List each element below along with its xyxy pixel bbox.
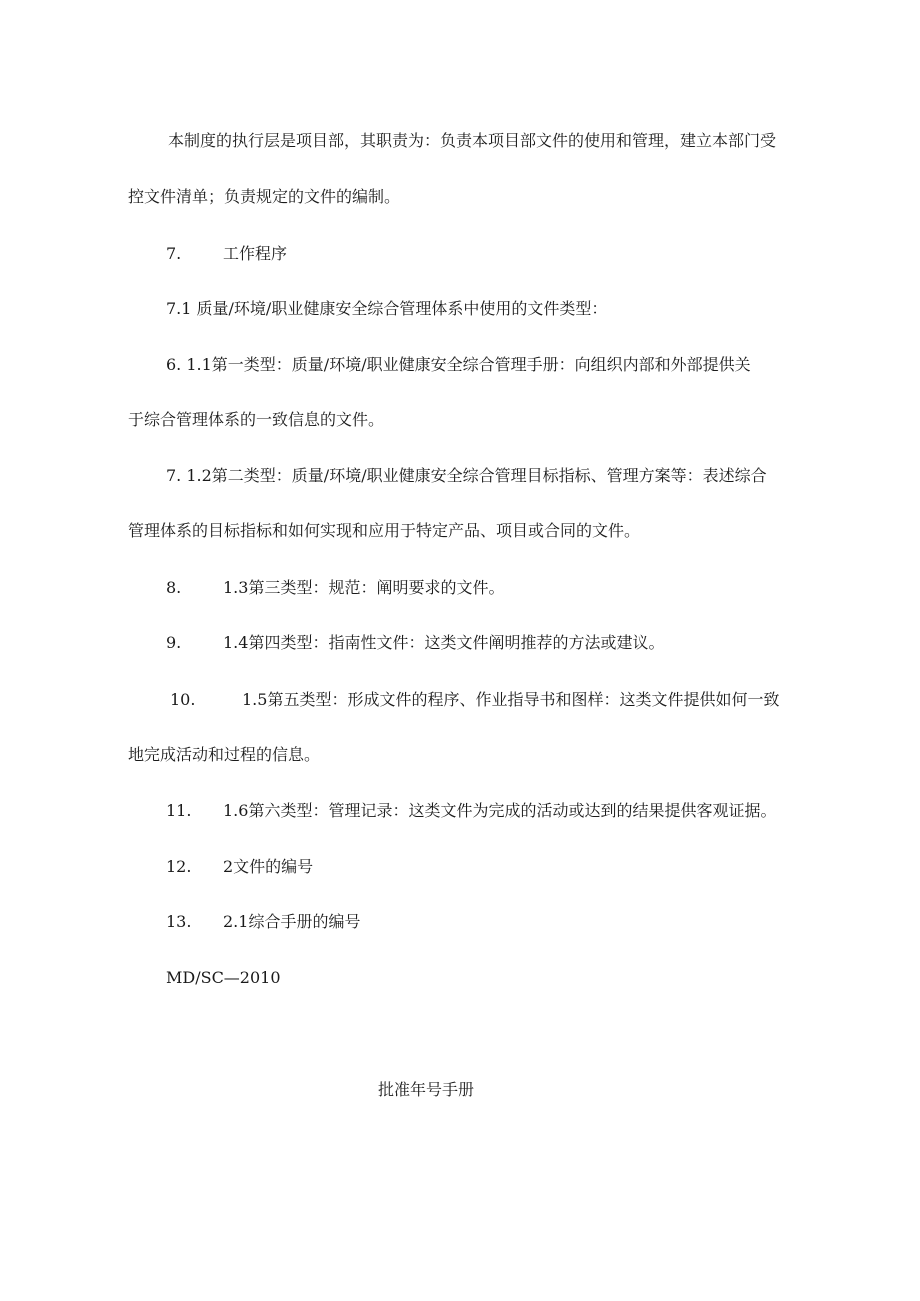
item-11-number: 11. [166, 801, 192, 820]
item-8-text: 1.3第三类型：规范：阐明要求的文件。 [223, 578, 505, 597]
manual-caption: 批准年号手册 [378, 1080, 475, 1099]
item-8-number: 8. [166, 578, 182, 597]
item-13-text: 2.1综合手册的编号 [223, 912, 361, 931]
paragraph-responsibility-line1: 本制度的执行层是项目部，其职责为：负责本项目部文件的使用和管理，建立本部门受 [168, 131, 777, 150]
item-type1-line2: 于综合管理体系的一致信息的文件。 [128, 410, 385, 429]
item-11-text: 1.6第六类型：管理记录：这类文件为完成的活动或达到的结果提供客观证据。 [223, 801, 777, 820]
item-12-number: 12. [166, 857, 192, 876]
item-9 [166, 632, 665, 654]
section-7-heading [166, 243, 288, 265]
section-7-1: 7.1 质量/环境/职业健康安全综合管理体系中使用的文件类型： [166, 299, 608, 318]
item-type2-line2: 管理体系的目标指标和如何实现和应用于特定产品、项目或合同的文件。 [128, 521, 641, 540]
section-7-title: 工作程序 [223, 244, 288, 263]
item-13-number: 13. [166, 912, 192, 931]
item-12-text: 2文件的编号 [223, 857, 314, 876]
item-13 [166, 911, 361, 933]
item-9-number: 9. [166, 633, 182, 652]
item-10-line1 [170, 689, 780, 711]
item-12 [166, 856, 314, 878]
item-10-text: 1.5第五类型：形成文件的程序、作业指导书和图样：这类文件提供如何一致 [242, 690, 780, 709]
item-9-text: 1.4第四类型：指南性文件：这类文件阐明推荐的方法或建议。 [223, 633, 665, 652]
item-10-line2: 地完成活动和过程的信息。 [128, 745, 321, 764]
manual-code: MD/SC—2010 [166, 968, 281, 987]
paragraph-responsibility-line2: 控文件清单；负责规定的文件的编制。 [128, 187, 401, 206]
item-11 [166, 800, 777, 822]
item-10-number: 10. [170, 690, 196, 709]
section-7-number: 7. [166, 244, 182, 263]
item-type1-line1: 6. 1.1第一类型：质量/环境/职业健康安全综合管理手册：向组织内部和外部提供关 [166, 355, 751, 374]
item-type2-line1: 7. 1.2第二类型：质量/环境/职业健康安全综合管理目标指标、管理方案等：表述综合 [166, 466, 767, 485]
item-8 [166, 577, 505, 599]
